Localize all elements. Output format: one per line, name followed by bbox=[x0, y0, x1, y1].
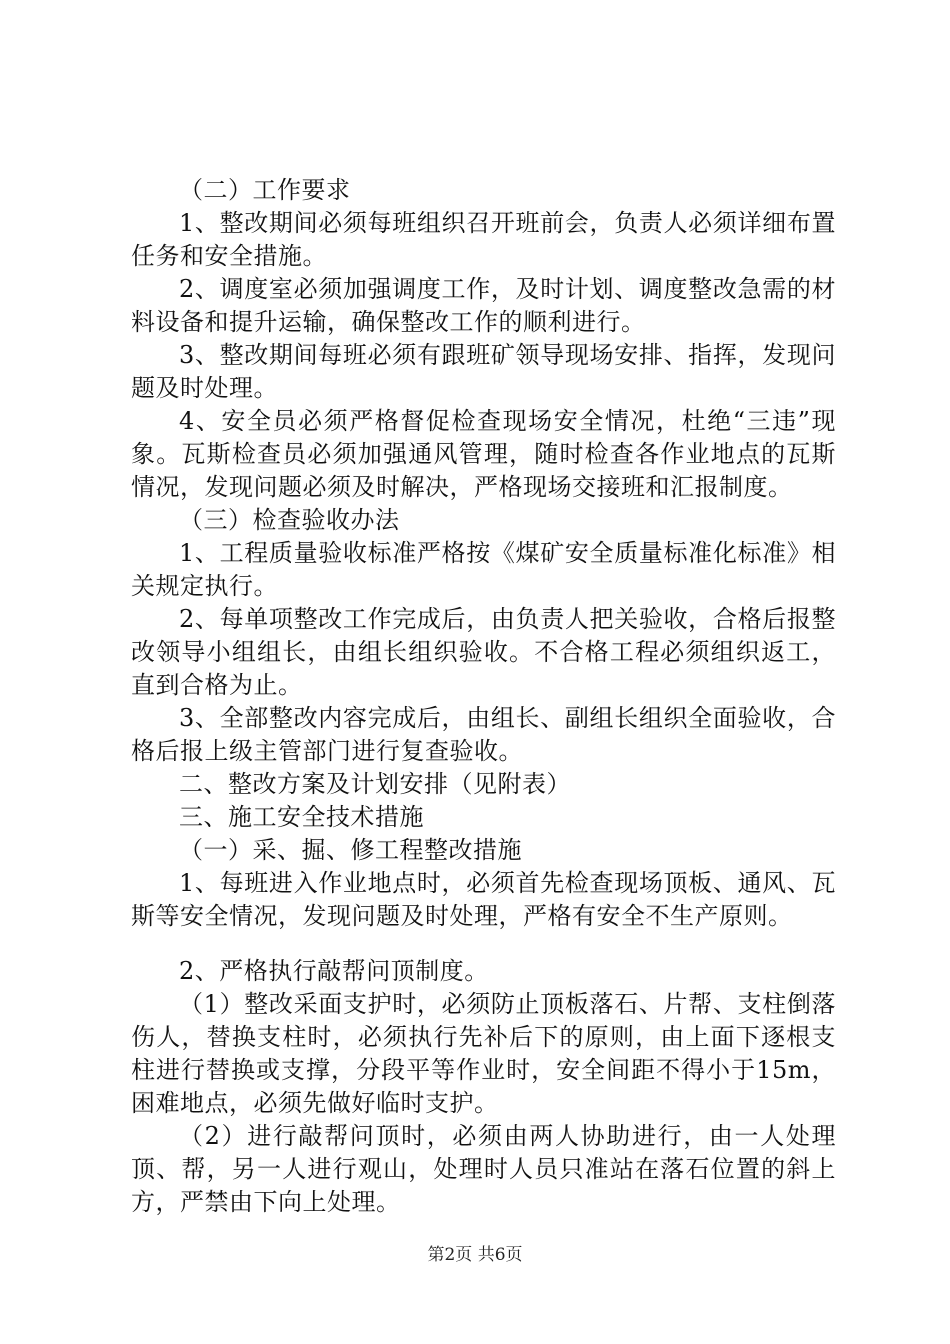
page-footer: 第2页 共6页 bbox=[427, 1245, 523, 1265]
paragraph: （2）进行敲帮问顶时，必须由两人协助进行，由一人处理顶、帮，另一人进行观山，处理时人员只准站在落石位置的斜上方，严禁由下向上处理。 bbox=[131, 1122, 836, 1216]
paragraph: 1、每班进入作业地点时，必须首先检查现场顶板、通风、瓦斯等安全情况，发现问题及时处理，严格有安全不生产原则。 bbox=[131, 869, 836, 930]
paragraph: 2、每单项整改工作完成后，由负责人把关验收，合格后报整改领导小组组长，由组长组织验收。不合格工程必须组织返工，直到合格为止。 bbox=[131, 605, 836, 699]
paragraph: 1、工程质量验收标准严格按《煤矿安全质量标准化标准》相关规定执行。 bbox=[131, 539, 836, 600]
paragraph: 2、严格执行敲帮问顶制度。 bbox=[179, 957, 489, 985]
paragraph: 3、整改期间每班必须有跟班矿领导现场安排、指挥，发现问题及时处理。 bbox=[131, 341, 836, 402]
paragraph: 3、全部整改内容完成后，由组长、副组长组织全面验收，合格后报上级主管部门进行复查验收。 bbox=[131, 704, 836, 765]
document-body bbox=[131, 174, 836, 1219]
paragraph: 4、安全员必须严格督促检查现场安全情况，杜绝“三违”现象。瓦斯检查员必须加强通风管理，随时检查各作业地点的瓦斯情况，发现问题必须及时解决，严格现场交接班和汇报制度。 bbox=[131, 407, 836, 501]
section-heading: 二、整改方案及计划安排（见附表） bbox=[179, 770, 571, 798]
paragraph: （1）整改采面支护时，必须防止顶板落石、片帮、支柱倒落伤人，替换支柱时，必须执行先补后下的原则，由上面下逐根支柱进行替换或支撑，分段平等作业时，安全间距不得小于15m，困难地点，必须先做好临时支护。 bbox=[131, 990, 836, 1117]
section-heading: （二）工作要求 bbox=[179, 176, 351, 204]
paragraph: 1、整改期间必须每班组织召开班前会，负责人必须详细布置任务和安全措施。 bbox=[131, 209, 836, 270]
section-heading: 三、施工安全技术措施 bbox=[179, 803, 424, 831]
section-heading: （三）检查验收办法 bbox=[179, 506, 400, 534]
paragraph: 2、调度室必须加强调度工作，及时计划、调度整改急需的材料设备和提升运输，确保整改工作的顺利进行。 bbox=[131, 275, 836, 336]
section-heading: （一）采、掘、修工程整改措施 bbox=[179, 836, 522, 864]
